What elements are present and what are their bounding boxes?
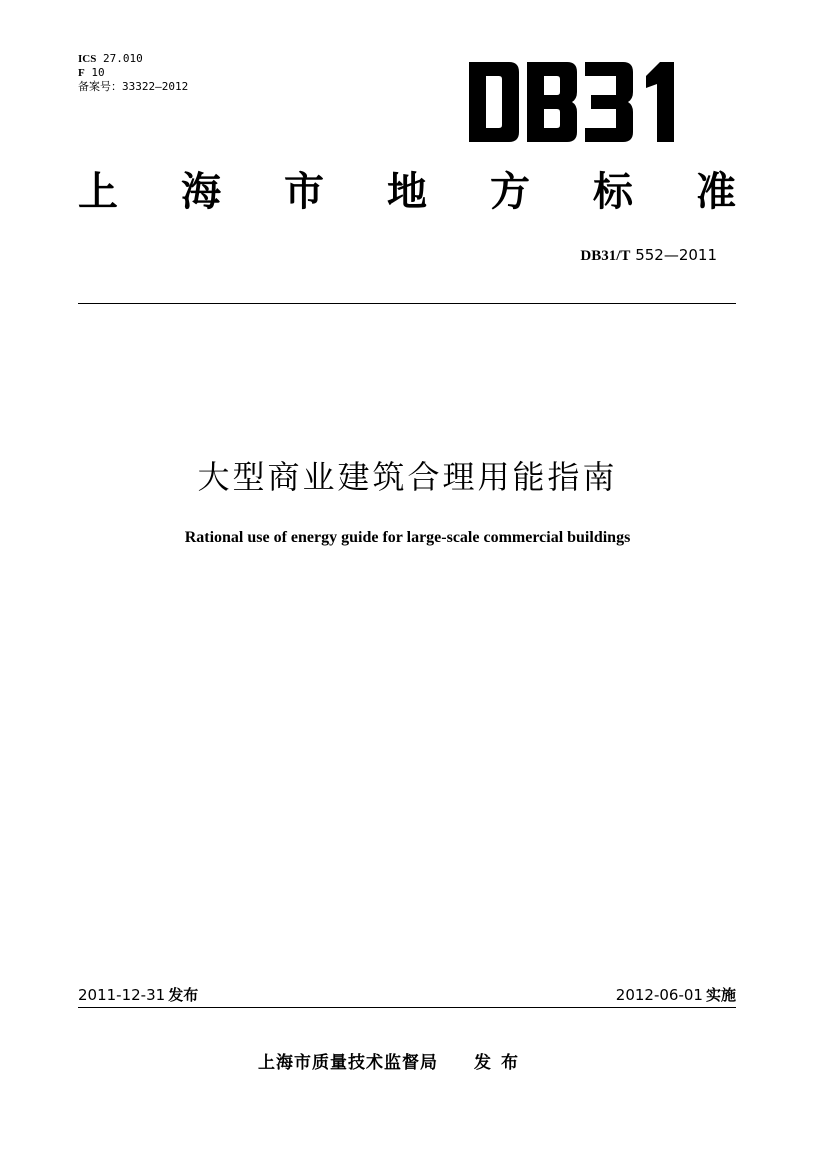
document-metadata	[78, 52, 188, 94]
standard-code-prefix: DB31/T	[580, 248, 631, 264]
release-date	[78, 984, 198, 1005]
implementation-date-value: 2012-06-01	[615, 986, 703, 1004]
ccs-line	[78, 66, 188, 80]
document-title-en: Rational use of energy guide for large-scale commercial buildings	[184, 529, 631, 546]
standard-type-heading	[78, 164, 736, 220]
heading-char: 标	[593, 169, 633, 215]
document-title-cn: 大型商业建筑合理用能指南	[197, 458, 618, 496]
heading-char: 上	[78, 169, 118, 215]
release-date-value: 2011-12-31	[78, 986, 166, 1004]
heading-char: 方	[490, 169, 530, 215]
issuer-action: 发布	[474, 1053, 528, 1073]
ics-label: ICS	[78, 53, 97, 65]
ics-line	[78, 52, 188, 66]
ics-code: 27.010	[102, 52, 143, 65]
heading-char: 市	[284, 169, 324, 215]
ccs-code: 10	[91, 66, 105, 79]
heading-char: 海	[181, 169, 221, 215]
standard-code-number: 552—2011	[635, 246, 717, 264]
footer-divider	[78, 1007, 736, 1008]
heading-char: 准	[696, 169, 736, 215]
heading-char: 地	[387, 169, 427, 215]
implementation-label: 实施	[705, 986, 736, 1004]
record-number: 备案号：33322—2012	[78, 80, 189, 93]
issuer-org: 上海市质量技术监督局	[258, 1053, 438, 1073]
header-divider	[78, 303, 736, 304]
issuing-authority	[258, 1048, 528, 1073]
implementation-date	[616, 984, 736, 1005]
release-label: 发布	[168, 986, 199, 1004]
standard-code	[580, 246, 717, 265]
db31-logo	[469, 62, 692, 142]
ccs-label: F	[78, 67, 85, 79]
